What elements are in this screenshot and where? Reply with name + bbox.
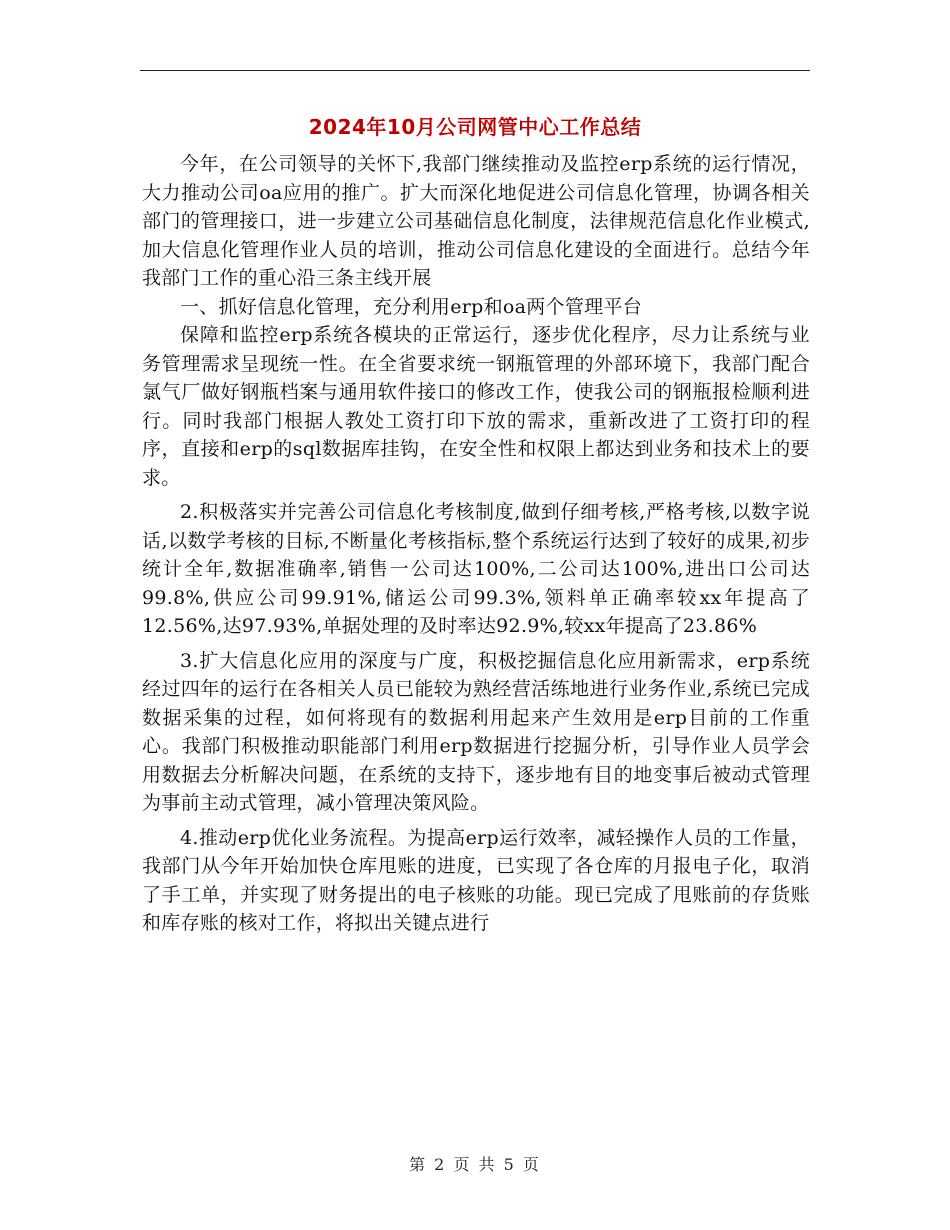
section-heading-1: 一、抓好信息化管理，充分利用erp和oa两个管理平台: [180, 295, 643, 318]
paragraph-item-3: 3.扩大信息化应用的深度与广度，积极挖掘信息化应用新需求，erp系统经过四年的运行在各相关人员已能较为熟经营活练地进行业务作业,系统已完成数据采集的过程，如何将现有的数据利用起来产生效用是erp目前的工作重心。我部门积极推动职能部门利用erp数据进行挖掘分析，引导作业人员学会用数据去分析解决问题，在系统的支持下，逐步地有目的地变事后被动式管理为事前主动式管理，减小管理决策风险。: [142, 649, 810, 814]
paragraph-intro: 今年，在公司领导的关怀下,我部门继续推动及监控erp系统的运行情况，大力推动公司oa应用的推广。扩大而深化地促进公司信息化管理，协调各相关部门的管理接口，进一步建立公司基础信息化制度，法律规范信息化作业模式,加大信息化管理作业人员的培训，推动公司信息化建设的全面进行。总结今年我部门工作的重心沿三条主线开展: [142, 153, 810, 289]
page-footer: 第 2 页 共 5 页: [409, 1155, 541, 1174]
paragraph-item-4: 4.推动erp优化业务流程。为提高erp运行效率，减轻操作人员的工作量，我部门从今年开始加快仓库甩账的进度，已实现了各仓库的月报电子化，取消了手工单，并实现了财务提出的电子核账的功能。现已完成了甩账前的存货账和库存账的核对工作，将拟出关键点进行: [142, 826, 810, 934]
paragraph-item-1: 保障和监控erp系统各模块的正常运行，逐步优化程序，尽力让系统与业务管理需求呈现统一性。在全省要求统一钢瓶管理的外部环境下，我部门配合氯气厂做好钢瓶档案与通用软件接口的修改工作，使我公司的钢瓶报检顺利进行。同时我部门根据人教处工资打印下放的需求，重新改进了工资打印的程序，直接和erp的sql数据库挂钩，在安全性和权限上都达到业务和技术上的要求。: [142, 324, 810, 489]
paragraph-item-2: 2.积极落实并完善公司信息化考核制度,做到仔细考核,严格考核,以数字说话,以数学考核的目标,不断量化考核指标,整个系统运行达到了较好的成果,初步统计全年,数据准确率,销售一公司达100%,二公司达100%,进出口公司达99.8%,供应公司99.91%,储运公司99.3%,领料单正确率较xx年提高了12.56%,达97.93%,单据处理的及时率达92.9%,较xx年提高了23.86%: [142, 501, 810, 637]
document-body: [142, 150, 810, 938]
document-title: 2024年10月公司网管中心工作总结: [308, 115, 642, 139]
header-rule: [140, 70, 810, 71]
